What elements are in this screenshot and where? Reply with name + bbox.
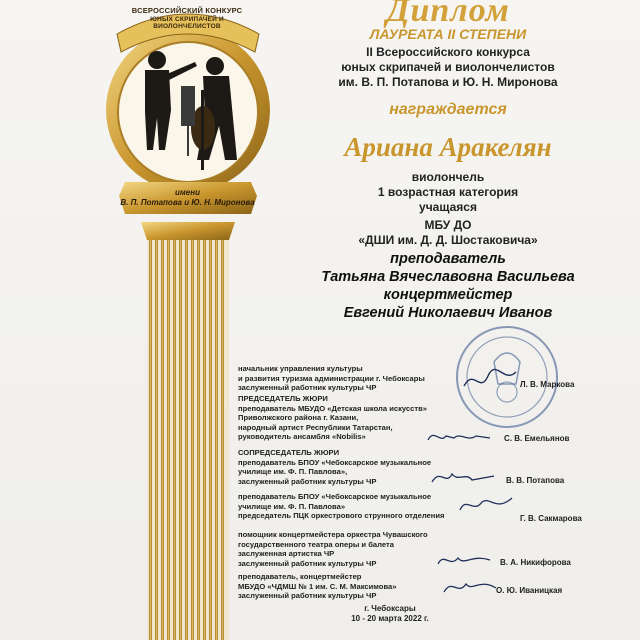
handwritten-signature [434,550,494,572]
position-line: Приволжского района г. Казани, [238,413,359,423]
instrument: виолончель [411,170,485,184]
handwritten-signature [424,426,494,448]
signatory-name: В. А. Никифорова [500,558,571,567]
position-line: училище им. Ф. П. Павлова» [238,501,346,511]
position-line: начальник управления культуры [238,364,363,373]
signatory-name: В. В. Потапова [506,476,565,485]
ribbon-text-line1: ВСЕРОССИЙСКИЙ КОНКУРС [131,6,243,15]
teacher-name: Татьяна Вячеславовна Васильева [321,269,575,285]
contest-line1: II Всероссийского конкурса [366,45,530,59]
position-line: МБУДО «ЧДМШ № 1 им. С. М. Максимова» [238,581,397,591]
signatory-position [238,492,478,521]
signatory-name: Л. В. Маркова [520,380,575,389]
age-category: 1 возрастная категория [377,185,519,199]
position-line: преподаватель БПОУ «Чебоксарское музыкальное [238,492,432,501]
handwritten-signature [456,492,516,518]
signatory-name: С. В. Емельянов [504,434,570,443]
recipient-details [258,170,638,321]
student-status: учащаяся [419,200,477,214]
position-line: преподаватель, концертмейстер [238,572,362,581]
emblem-name-plaque [105,188,270,228]
signatory-name: О. Ю. Иваницкая [496,586,563,595]
handwritten-signature [428,466,498,490]
position-line: заслуженный работник культуры ЧР [238,383,377,393]
position-line: училище им. Ф. П. Павлова», [238,467,348,477]
position-line: заслуженная артистка ЧР [238,549,335,559]
position-line: народный артист Республики Татарстан, [238,422,393,432]
position-line: руководитель ансамбля «Nobilis» [238,432,366,442]
teacher-role: преподаватель [390,251,506,267]
position-line: заслуженный работник культуры ЧР [238,558,377,568]
signatory-position [238,364,470,393]
position-line: заслуженный работник культуры ЧР [238,591,377,601]
position-line: преподаватель БПОУ «Чебоксарское музыкальное [238,457,432,467]
accompanist-name: Евгений Николаевич Иванов [343,305,553,321]
position-line: помощник концертмейстера оркестра Чувашского [238,530,428,539]
awarded-label: награждается [389,101,507,118]
diploma-title: Диплом [386,0,510,29]
city: г. Чебоксары [364,604,416,613]
handwritten-signature [440,574,500,598]
column-stripes [147,236,229,640]
signatory-name: Г. В. Сакмарова [520,514,582,523]
contest-line3: им. В. П. Потапова и Ю. Н. Миронова [338,75,558,89]
contest-name [258,45,638,90]
event-dates: 10 - 20 марта 2022 г. [351,614,429,623]
position-line: председатель ПЦК оркестрового струнного отделения [238,511,445,521]
place-and-date [300,604,480,624]
recipient-name: Ариана Аракелян [344,132,552,162]
position-line: ПРЕДСЕДАТЕЛЬ ЖЮРИ [238,394,328,403]
school-line2: «ДШИ им. Д. Д. Шостаковича» [358,233,538,247]
school-line1: МБУ ДО [424,218,472,232]
position-line: заслуженный работник культуры ЧР [238,476,377,486]
position-line: преподаватель МБУДО «Детская школа искусств» [238,403,427,413]
contest-line2: юных скрипачей и виолончелистов [341,60,555,74]
emblem-name-line2: В. П. Потапова и Ю. Н. Миронова [120,198,255,207]
signatory-position [238,572,470,601]
position-line: и развития туризма администрации г. Чебоксары [238,373,425,383]
ribbon-text-line2: ЮНЫХ СКРИПАЧЕЙ И ВИОЛОНЧЕЛИСТОВ [150,16,224,30]
emblem-name-line1: имени [175,188,200,197]
accompanist-role: концертмейстер [383,287,513,303]
position-line: государственного театра оперы и балета [238,539,394,549]
position-line: СОПРЕДСЕДАТЕЛЬ ЖЮРИ [238,448,340,457]
handwritten-signature [460,364,520,394]
laureate-degree: ЛАУРЕАТА II СТЕПЕНИ [369,26,527,42]
